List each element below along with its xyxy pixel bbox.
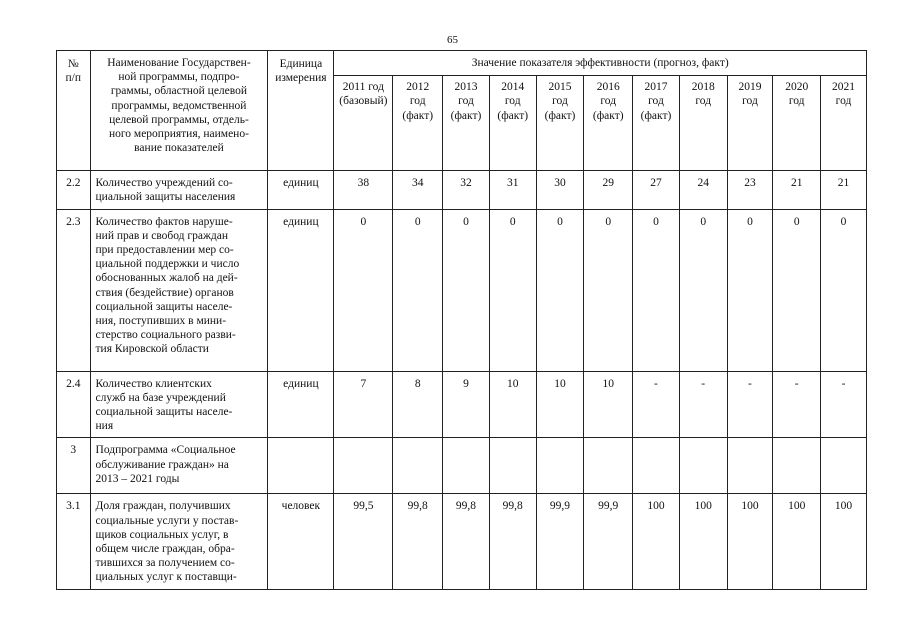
indicator-name <box>90 438 268 494</box>
header-name-line: граммы, областной целевой <box>110 85 248 98</box>
table-row <box>57 209 867 371</box>
unit-cell: единиц <box>268 171 334 209</box>
header-year-line: 2021 <box>832 81 856 94</box>
table-row <box>57 171 867 209</box>
header-year-line: 2019 <box>738 81 762 94</box>
header-year-line: год <box>409 95 426 108</box>
value-cell: 100 <box>773 494 821 589</box>
header-year <box>727 76 773 171</box>
header-year <box>443 76 490 171</box>
value-cell: 24 <box>679 171 727 209</box>
header-year <box>679 76 727 171</box>
indicator-name-line: ствия (бездействие) органов <box>95 286 234 299</box>
value-cell <box>334 438 393 494</box>
header-name <box>90 51 268 171</box>
header-year-line: год <box>458 95 474 108</box>
value-cell: 21 <box>773 171 821 209</box>
indicator-name-line: Количество фактов наруше- <box>95 215 233 228</box>
value-cell: 0 <box>773 209 821 371</box>
value-cell: 31 <box>489 171 536 209</box>
indicator-name-line: тия Кировской области <box>95 343 209 356</box>
value-cell: 10 <box>584 371 633 438</box>
unit-cell: единиц <box>268 209 334 371</box>
value-cell: 100 <box>821 494 867 589</box>
value-cell: 32 <box>443 171 490 209</box>
value-cell <box>393 438 443 494</box>
indicator-name-line: ний прав и свобод граждан <box>95 229 229 242</box>
header-year-line: 2012 <box>406 81 430 94</box>
value-cell: - <box>821 371 867 438</box>
indicator-name-line: ния <box>95 420 114 433</box>
value-cell <box>679 438 727 494</box>
value-cell: 0 <box>633 209 680 371</box>
value-cell: 100 <box>727 494 773 589</box>
indicator-name-line: тившихся за получением со- <box>95 557 235 570</box>
indicator-name <box>90 371 268 438</box>
indicator-name-line: Количество учреждений со- <box>95 177 233 190</box>
header-year <box>821 76 867 171</box>
indicator-name-line: социальные услуги у постав- <box>95 514 239 527</box>
indicator-name-line: социальной защиты населе- <box>95 406 233 419</box>
header-year-line: 2013 <box>454 81 478 94</box>
value-cell <box>633 438 680 494</box>
header-year-line: 2017 <box>644 81 668 94</box>
header-name-line: целевой программы, отдель- <box>109 113 249 126</box>
header-year <box>536 76 584 171</box>
header-year-line: год <box>695 95 712 108</box>
header-year <box>773 76 821 171</box>
unit-cell: единиц <box>268 371 334 438</box>
value-cell <box>773 438 821 494</box>
indicator-name-line: 2013 – 2021 годы <box>95 472 180 485</box>
header-year <box>584 76 633 171</box>
indicator-name <box>90 494 268 589</box>
value-cell <box>443 438 490 494</box>
header-name-line: ного мероприятия, наимено- <box>108 128 249 141</box>
header-year <box>393 76 443 171</box>
value-cell: 99,9 <box>536 494 584 589</box>
indicator-name-line: Подпрограмма «Социальное <box>95 444 236 457</box>
header-year-line: год <box>552 95 568 108</box>
header-year-line: 2015 <box>548 81 572 94</box>
indicator-name-line: Количество клиентских <box>95 377 212 390</box>
indicator-name-line: циальной защиты населения <box>95 191 236 204</box>
table-row <box>57 438 867 494</box>
header-row <box>57 51 867 76</box>
header-year-line: 2018 <box>691 81 715 94</box>
header-year-line: год <box>504 95 521 108</box>
unit-cell <box>268 438 334 494</box>
header-unit-line: измерения <box>275 72 327 85</box>
header-year-line: год <box>788 95 805 108</box>
header-year-line: 2016 <box>596 81 620 94</box>
value-cell: 9 <box>443 371 490 438</box>
header-year-line: (факт) <box>450 109 482 122</box>
unit-cell: человек <box>268 494 334 589</box>
header-number-line: п/п <box>65 72 82 85</box>
header-year <box>489 76 536 171</box>
header-number-line: № <box>67 58 79 70</box>
row-number: 2.3 <box>57 209 91 371</box>
row-number: 3 <box>57 438 91 494</box>
value-cell: - <box>773 371 821 438</box>
value-cell: 10 <box>536 371 584 438</box>
header-name-line: вание показателей <box>134 142 224 155</box>
indicator-name-line: социальной защиты населе- <box>95 300 233 313</box>
indicator-name-line: служб на базе учреждений <box>95 391 226 404</box>
value-cell: 0 <box>334 209 393 371</box>
indicator-name-line: стерство социального разви- <box>95 329 236 342</box>
indicator-name-line: щиков социальных услуг, в <box>95 528 229 541</box>
header-year-line: (факт) <box>640 109 672 122</box>
indicator-name <box>90 209 268 371</box>
header-year-line: (базовый) <box>339 95 388 108</box>
value-cell: 7 <box>334 371 393 438</box>
value-cell: - <box>679 371 727 438</box>
indicator-name-line: обслуживание граждан» на <box>95 458 229 471</box>
header-year-line: год <box>600 95 617 108</box>
table-row <box>57 494 867 589</box>
value-cell: 38 <box>334 171 393 209</box>
value-cell: 99,8 <box>393 494 443 589</box>
indicator-name <box>90 171 268 209</box>
value-cell <box>727 438 773 494</box>
value-cell <box>489 438 536 494</box>
value-cell: 0 <box>821 209 867 371</box>
row-number: 2.4 <box>57 371 91 438</box>
indicators-table <box>56 50 867 590</box>
value-cell: 100 <box>633 494 680 589</box>
indicator-name-line: общем числе граждан, обра- <box>95 543 235 556</box>
value-cell: 99,8 <box>443 494 490 589</box>
indicator-name-line: циальной поддержки и число <box>95 258 240 271</box>
header-year <box>334 76 393 171</box>
value-cell: 27 <box>633 171 680 209</box>
table-row <box>57 371 867 438</box>
header-year-line: (факт) <box>592 109 624 122</box>
indicator-name-line: обоснованных жалоб на дей- <box>95 272 238 285</box>
value-cell: 23 <box>727 171 773 209</box>
value-cell: - <box>727 371 773 438</box>
header-values-group: Значение показателя эффективности (прогноз, факт) <box>334 51 867 76</box>
value-cell: 0 <box>727 209 773 371</box>
header-name-line: ной программы, подпро- <box>118 71 240 84</box>
indicator-name-line: Доля граждан, получивших <box>95 500 231 513</box>
value-cell: 21 <box>821 171 867 209</box>
value-cell: 34 <box>393 171 443 209</box>
value-cell: 0 <box>536 209 584 371</box>
header-year-line: (факт) <box>402 109 434 122</box>
value-cell: 0 <box>584 209 633 371</box>
row-number: 3.1 <box>57 494 91 589</box>
indicator-name-line: ния, поступивших в мини- <box>95 315 227 328</box>
indicator-name-line: циальных услуг к поставщи- <box>95 571 237 584</box>
value-cell <box>536 438 584 494</box>
header-year-line: 2014 <box>501 81 525 94</box>
header-unit-line: Единица <box>279 58 323 70</box>
header-year-line: 2020 <box>785 81 809 94</box>
header-year-line: (факт) <box>497 109 529 122</box>
value-cell: 0 <box>489 209 536 371</box>
value-cell: 8 <box>393 371 443 438</box>
header-year-line: год <box>742 95 758 108</box>
value-cell: 99,8 <box>489 494 536 589</box>
value-cell: 100 <box>679 494 727 589</box>
header-year-line: (факт) <box>544 109 576 122</box>
value-cell: - <box>633 371 680 438</box>
value-cell: 0 <box>443 209 490 371</box>
value-cell: 29 <box>584 171 633 209</box>
row-number: 2.2 <box>57 171 91 209</box>
header-year <box>633 76 680 171</box>
value-cell: 99,9 <box>584 494 633 589</box>
header-year-line: год <box>648 95 664 108</box>
header-year-line: год <box>835 95 852 108</box>
value-cell: 0 <box>393 209 443 371</box>
indicator-name-line: при предоставлении мер со- <box>95 244 234 257</box>
page-number: 65 <box>447 34 458 46</box>
value-cell: 0 <box>679 209 727 371</box>
value-cell <box>821 438 867 494</box>
header-year-line: 2011 год <box>342 81 384 94</box>
header-unit <box>268 51 334 171</box>
value-cell: 10 <box>489 371 536 438</box>
header-name-line: Наименование Государствен- <box>107 57 251 69</box>
header-number <box>57 51 91 171</box>
header-name-line: программы, ведомственной <box>111 99 247 112</box>
value-cell: 30 <box>536 171 584 209</box>
value-cell <box>584 438 633 494</box>
value-cell: 99,5 <box>334 494 393 589</box>
table-body <box>57 171 867 589</box>
